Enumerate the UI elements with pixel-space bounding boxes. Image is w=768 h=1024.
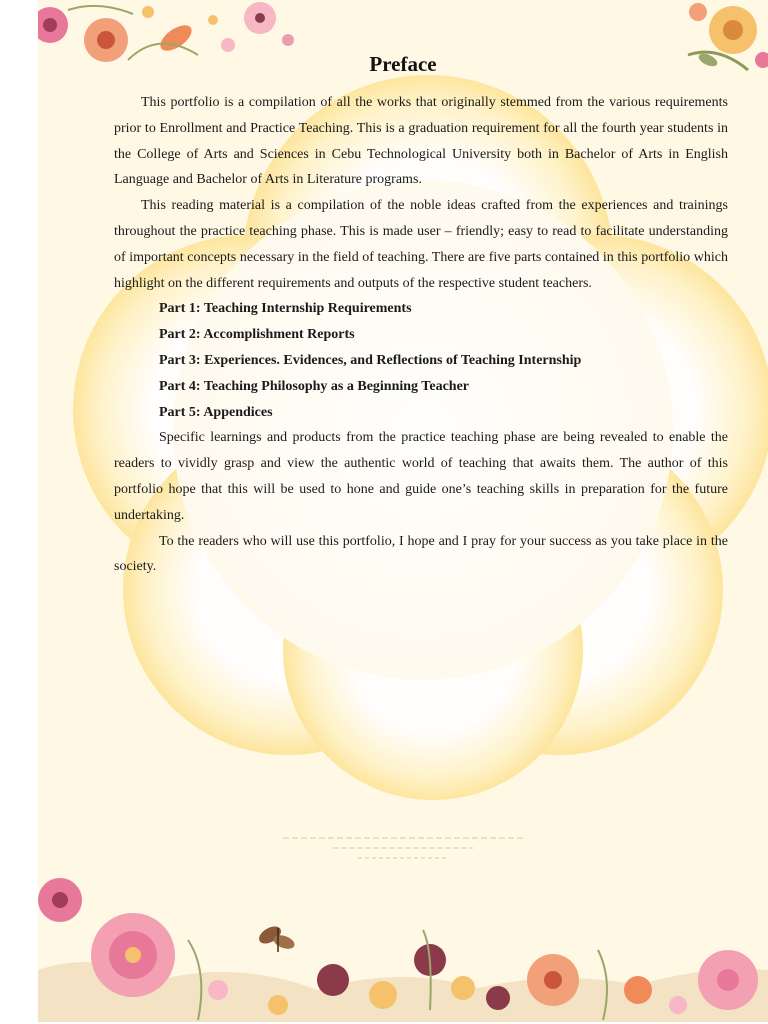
closing-paragraph: Specific learnings and products from the practice teaching phase are being revealed to enable the readers to vividly grasp and view the authentic world of teaching that awaits them. The author of this portfolio hope that this will be used to hone and guide one’s teaching skills in preparation for the future undertaking. [114, 430, 728, 523]
page-title: Preface [369, 52, 437, 76]
list-item: Part 3: Experiences. Evidences, and Reflections of Teaching Internship [159, 352, 582, 368]
list-item: Part 5: Appendices [159, 404, 273, 420]
intro-paragraph: This portfolio is a compilation of all the works that originally stemmed from the various requirements prior to Enrollment and Practice Teaching. This is a graduation requirement for all the fourth year students in the College of Arts and Sciences in Cebu Technological University both in Bachelor of Arts in English Language and Bachelor of Arts in Literature programs. [114, 95, 728, 188]
floral-border-bottom [38, 870, 768, 1022]
flower-icon [244, 2, 276, 34]
flower-icon [527, 954, 579, 1006]
document-page [38, 0, 768, 1022]
intro-paragraph: This reading material is a compilation of the noble ideas crafted from the experiences and trainings throughout the practice teaching phase. This is made user – friendly; easy to read to facilitate understanding of important concepts necessary in the field of teaching. There are five parts contained in this portfolio which highlight on the different requirements and outputs of the respective student teachers. [114, 198, 728, 291]
preface-body [114, 90, 728, 580]
closing-paragraph: To the readers who will use this portfolio, I hope and I pray for your success as you take place in the society. [114, 533, 728, 575]
flower-icon [38, 7, 68, 43]
flower-icon [91, 913, 175, 997]
list-item: Part 4: Teaching Philosophy as a Beginning Teacher [159, 378, 469, 394]
butterfly-icon [256, 923, 296, 952]
flower-icon [709, 6, 757, 54]
list-item: Part 1: Teaching Internship Requirements [159, 301, 412, 317]
flower-icon [698, 950, 758, 1010]
watermark-quote-decoration [278, 833, 528, 865]
flower-icon [317, 964, 349, 996]
parts-list [114, 296, 728, 425]
list-item: Part 2: Accomplishment Reports [159, 327, 355, 343]
flower-icon [38, 878, 82, 922]
